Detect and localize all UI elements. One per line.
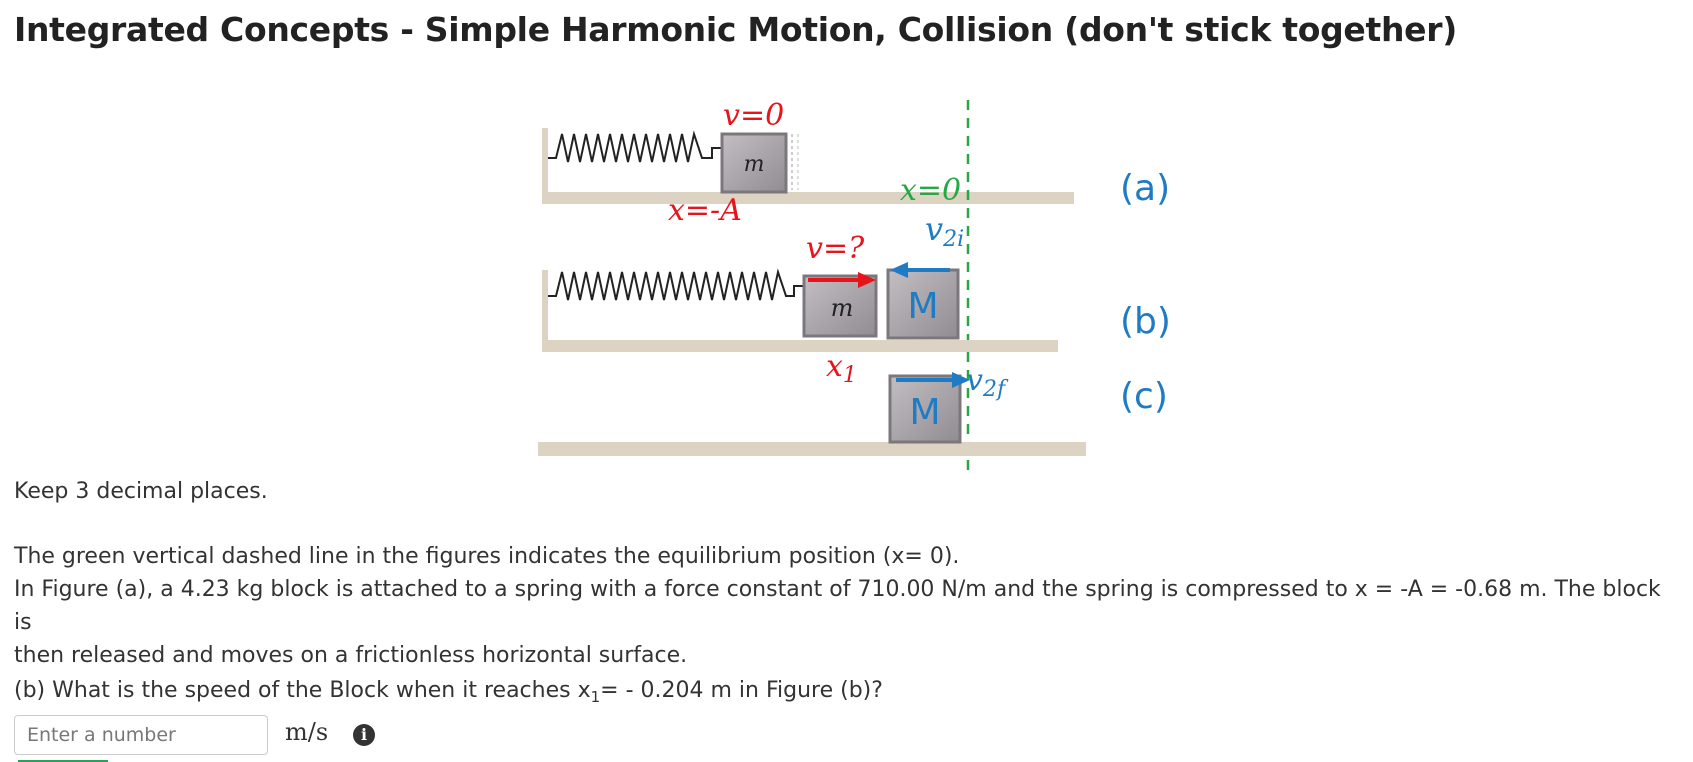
- block-m-label-a: m: [743, 152, 765, 177]
- problem-statement: [14, 573, 1679, 672]
- answer-input[interactable]: [14, 715, 268, 755]
- floor-b: [542, 340, 1058, 352]
- question-b: (b) What is the speed of the Block when it reaches $x_1= - 0.204$ m in Figure (b)?: [14, 678, 883, 706]
- floor-a: [542, 192, 1074, 204]
- x1-label: $x_1$: [826, 349, 857, 388]
- figure-b: [542, 210, 1171, 388]
- figure-label-a: (a): [1120, 168, 1171, 209]
- wall-a: [542, 128, 548, 198]
- page-title: Integrated Concepts - Simple Harmonic Motion, Collision (don't stick together): [14, 10, 1457, 49]
- block-M-label-c: M: [909, 392, 941, 433]
- v-question-label: v=?: [806, 231, 865, 266]
- x-minus-a-label: x=-A: [668, 193, 742, 228]
- instruction-green-line: The green vertical dashed line in the figures indicates the equilibrium position (x= 0).: [14, 544, 960, 569]
- physics-figure: [520, 90, 1180, 480]
- v2i-label: v2i: [925, 210, 965, 252]
- floor-c: [538, 442, 1086, 456]
- figure-a: [542, 98, 1170, 228]
- spring-a: [548, 134, 722, 162]
- spring-b: [548, 272, 804, 300]
- v-zero-label: v=0: [723, 98, 785, 133]
- problem-statement-line1: In Figure (a), a 4.23 kg block is attached to a spring with a force constant of 710.00 N/m and the spring is compressed to x = -A = -0.68 m. The block is: [14, 577, 1661, 635]
- problem-statement-line2: then released and moves on a frictionless horizontal surface.: [14, 643, 688, 668]
- figure-label-b: (b): [1120, 301, 1171, 342]
- instruction-keep-decimals: Keep 3 decimal places.: [14, 479, 268, 504]
- block-m-label-b: m: [830, 294, 854, 322]
- answer-unit: m/s: [285, 718, 329, 746]
- block-M-label-b: M: [907, 286, 939, 327]
- info-icon[interactable]: i: [353, 724, 375, 746]
- figure-label-c: (c): [1120, 376, 1168, 417]
- v2f-label: $v_{2f}$: [966, 363, 1006, 402]
- wall-b: [542, 270, 548, 340]
- x-zero-label: x=0: [900, 173, 962, 208]
